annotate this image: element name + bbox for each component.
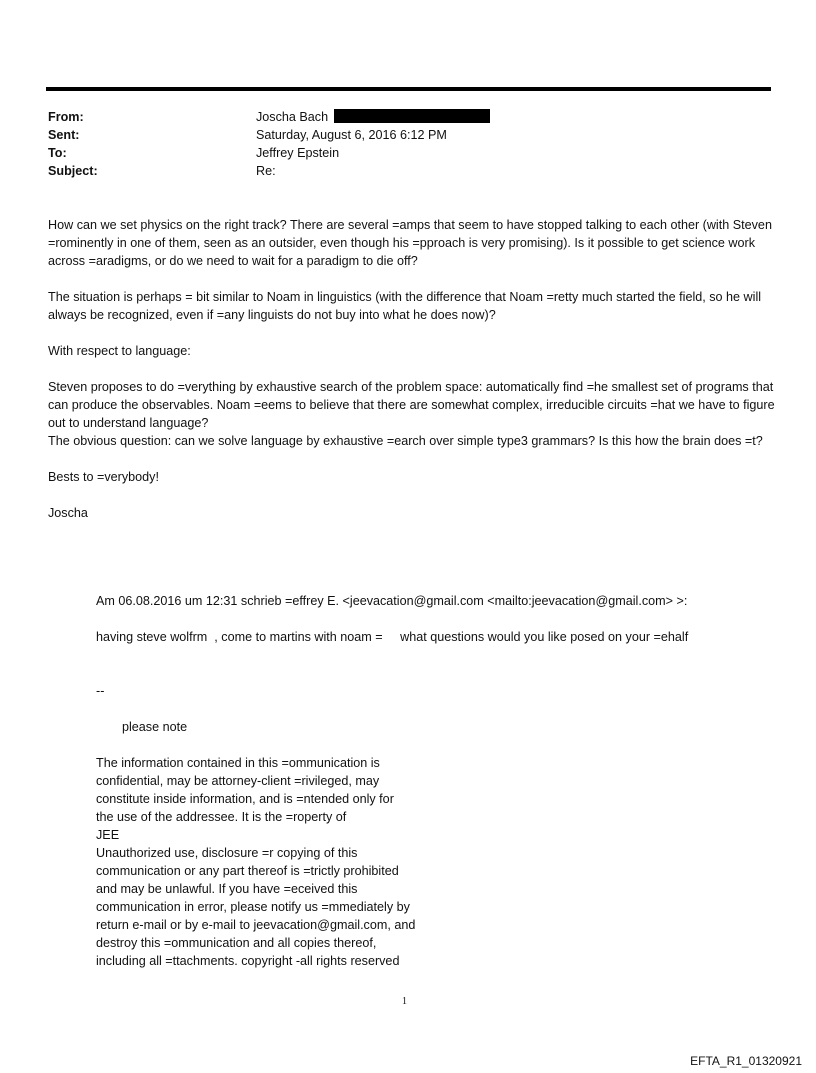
body-sentence: Steven proposes to do =verything by exhaustive search of the problem space: automatically find =he smallest set of programs that can produce the observables. Noam =eems to believe that there are somewhat complex, irreducible circuits =hat we have to figure out to understand language? [48, 380, 775, 430]
disclaimer-line: JEE [96, 828, 120, 842]
redaction-box [334, 109, 490, 123]
to-row [48, 144, 490, 162]
from-label: From: [48, 110, 84, 124]
email-header [48, 108, 490, 180]
disclaimer-line: destroy this =ommunication and all copies thereof, [96, 936, 377, 950]
disclaimer-line: the use of the addressee. It is the =roperty of [96, 810, 347, 824]
quote-message: having steve wolfrm , come to martins with noam = what questions would you like posed on your =ehalf [96, 630, 689, 644]
disclaimer-line: and may be unlawful. If you have =eceived this [96, 882, 358, 896]
disclaimer-line: including all =ttachments. copyright -all rights reserved [96, 954, 400, 968]
body-sentence: The obvious question: can we solve language by exhaustive =earch over simple type3 grammars? Is this how the brain does =t? [48, 434, 763, 448]
quote-note: please note [122, 720, 188, 734]
to-value: Jeffrey Epstein [256, 146, 340, 160]
signature: Joscha [48, 506, 88, 520]
disclaimer-line: communication in error, please notify us =mmediately by [96, 900, 410, 914]
header-rule [46, 87, 771, 91]
subject-value: Re: [256, 164, 276, 178]
from-row [48, 108, 490, 126]
subject-label: Subject: [48, 164, 98, 178]
signature-separator: -- [96, 684, 105, 698]
sent-label: Sent: [48, 128, 80, 142]
body-paragraph: With respect to language: [48, 344, 191, 358]
disclaimer-line: The information contained in this =ommunication is [96, 756, 380, 770]
disclaimer-line: Unauthorized use, disclosure =r copying of this [96, 846, 358, 860]
disclaimer-line: return e-mail or by e-mail to jeevacation@gmail.com, and [96, 918, 416, 932]
to-label: To: [48, 146, 67, 160]
disclaimer-line: confidential, may be attorney-client =rivileged, may [96, 774, 380, 788]
email-body [48, 216, 778, 540]
body-paragraph: Bests to =verybody! [48, 470, 159, 484]
subject-row [48, 162, 490, 180]
disclaimer [96, 754, 446, 970]
body-paragraph: How can we set physics on the right track? There are several =amps that seem to have stopped talking to each other (with Steven =rominently in one of them, seen as an outsider, even though his =pproach is very promising). Is it possible to get science work across =aradigms, or do we need to wait for a paradigm to die off? [48, 218, 772, 268]
from-value [256, 108, 490, 126]
quote-header: Am 06.08.2016 um 12:31 schrieb =effrey E. <jeevacation@gmail.com <mailto:jeevacation@gmail.com> >: [96, 594, 688, 608]
sent-row [48, 126, 490, 144]
disclaimer-line: communication or any part thereof is =trictly prohibited [96, 864, 399, 878]
sender-name: Joscha Bach [256, 110, 329, 124]
body-paragraph: The situation is perhaps = bit similar to Noam in linguistics (with the difference that Noam =retty much started the field, so he will always be recognized, even if =any linguists do not buy into what he does now)? [48, 290, 762, 322]
sent-value: Saturday, August 6, 2016 6:12 PM [256, 128, 447, 142]
quoted-message [96, 592, 776, 970]
document-id: EFTA_R1_01320921 [690, 1054, 802, 1068]
disclaimer-line: constitute inside information, and is =ntended only for [96, 792, 394, 806]
body-paragraph [48, 378, 778, 450]
page-number: 1 [402, 996, 407, 1007]
